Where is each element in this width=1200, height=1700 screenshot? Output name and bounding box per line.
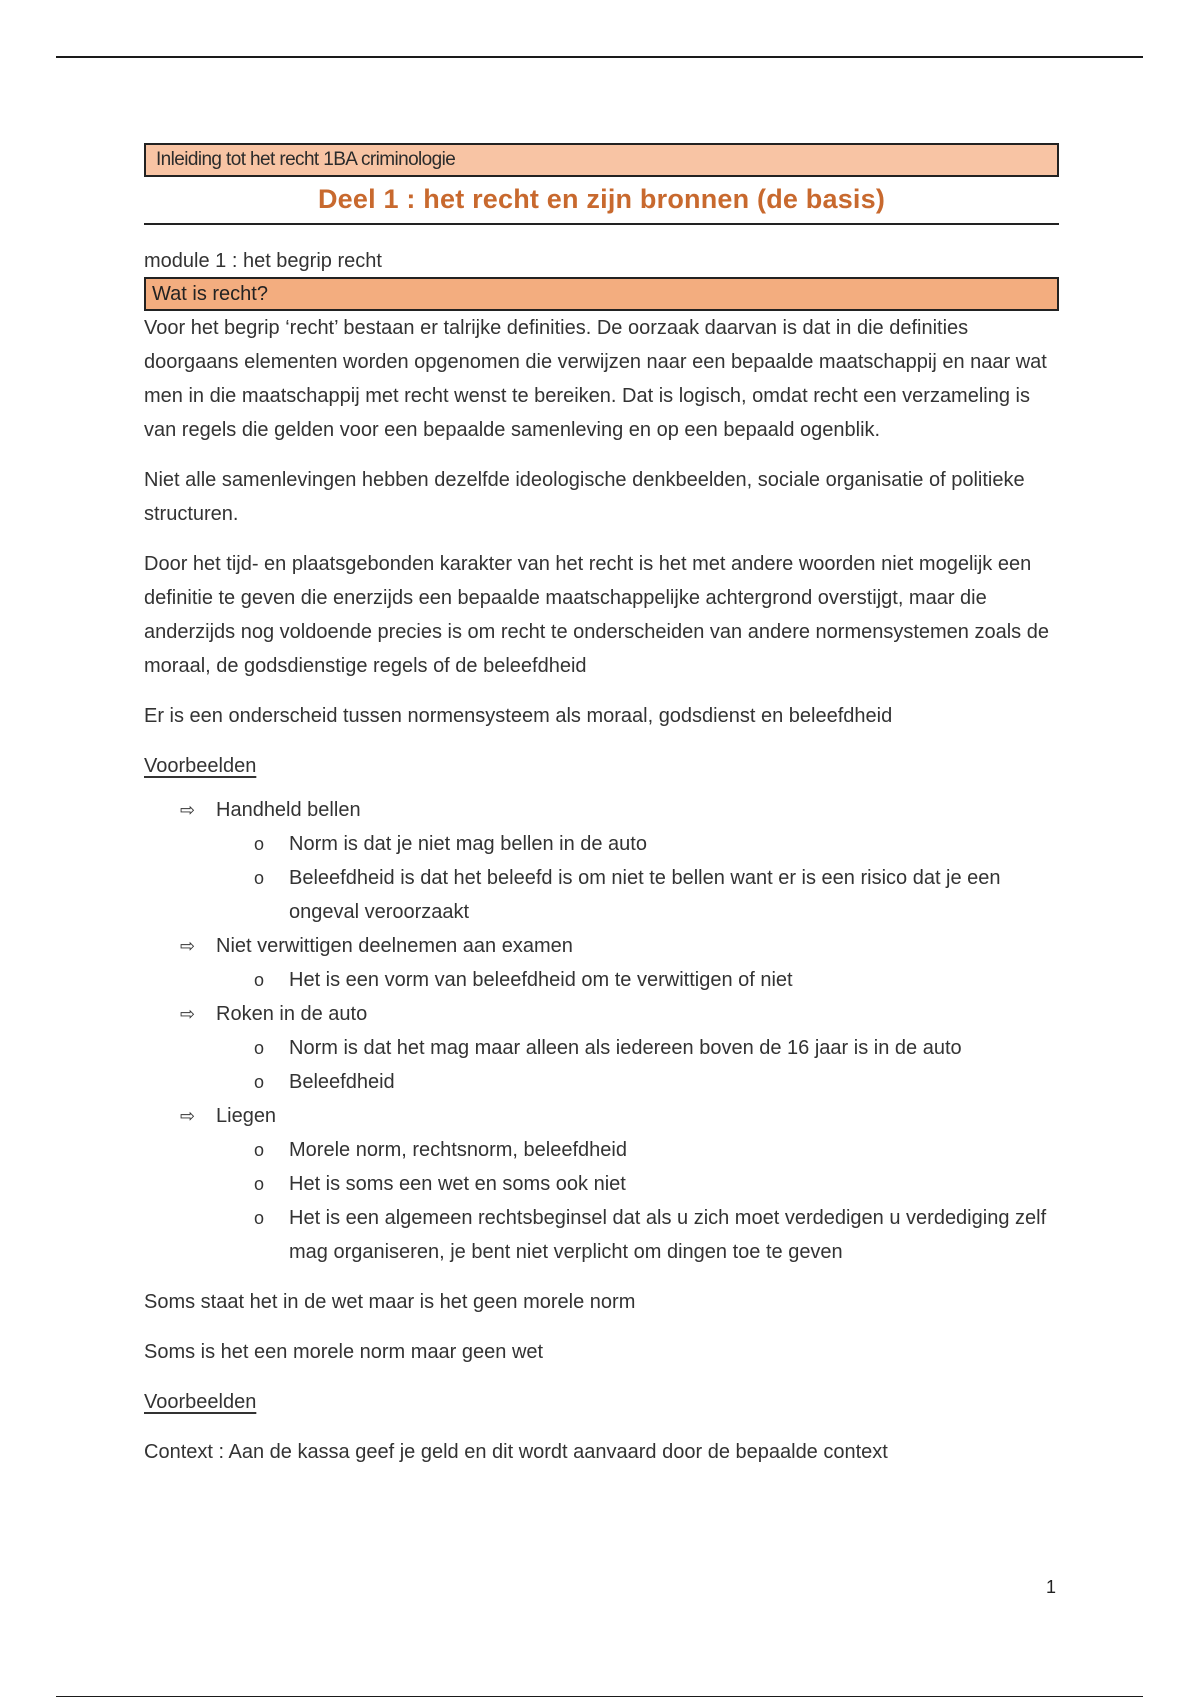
circle-bullet-icon: o <box>254 1208 265 1228</box>
circle-bullet-icon: o <box>254 1140 265 1160</box>
circle-bullet-icon: o <box>254 1072 265 1092</box>
list-item-label: Niet verwittigen deelnemen aan examen <box>216 935 573 957</box>
sub-list-item <box>144 1031 1059 1065</box>
bottom-page-rule <box>56 1696 1143 1697</box>
sub-list-item-text: Norm is dat je niet mag bellen in de auto <box>289 833 647 855</box>
list-item-label: Roken in de auto <box>216 1003 368 1025</box>
paragraph-law-not-moral: Soms staat het in de wet maar is het geen morele norm <box>144 1291 636 1313</box>
list-item-label: Liegen <box>216 1105 277 1127</box>
paragraph-definitions: Voor het begrip ‘recht’ bestaan er talrijke definities. De oorzaak daarvan is dat in die definities doorgaans elementen worden opgenomen die verwijzen naar een bepaalde maatschappij en naar wat men in die maatschappij met recht wenst te bereiken. Dat is logisch, omdat recht een verzameling is van regels die gelden voor een bepaalde samenleving en op een bepaald ogenblik. <box>144 317 1047 441</box>
section-heading: Wat is recht? <box>152 283 268 305</box>
document-title: Deel 1 : het recht en zijn bronnen (de basis) <box>144 179 1059 225</box>
circle-bullet-icon: o <box>254 1038 265 1058</box>
sub-list-item <box>144 827 1059 861</box>
examples-heading-2: Voorbeelden <box>144 1391 257 1413</box>
section-heading-box <box>144 277 1059 311</box>
sub-list-item <box>144 963 1059 997</box>
sub-list-item-text: Het is soms een wet en soms ook niet <box>289 1173 626 1195</box>
list-item <box>144 1099 1059 1133</box>
course-label: Inleiding tot het recht 1BA criminologie <box>156 149 456 170</box>
sub-list-item-text: Beleefdheid <box>289 1071 395 1093</box>
paragraph-moral-not-law: Soms is het een morele norm maar geen wet <box>144 1341 544 1363</box>
sub-list-item-text: Beleefdheid is dat het beleefd is om niet te bellen want er is een risico dat je een ongeval veroorzaakt <box>289 867 1001 923</box>
sub-list-item <box>144 861 1059 929</box>
examples-heading: Voorbeelden <box>144 755 257 777</box>
document-body <box>144 143 1059 1469</box>
circle-bullet-icon: o <box>254 1174 265 1194</box>
sub-list-item-text: Het is een algemeen rechtsbeginsel dat als u zich moet verdedigen u verdediging zelf mag organiseren, je bent niet verplicht om dingen toe te geven <box>289 1207 1047 1263</box>
sub-list-item-text: Norm is dat het mag maar alleen als iedereen boven de 16 jaar is in de auto <box>289 1037 962 1059</box>
sub-list-item-text: Morele norm, rechtsnorm, beleefdheid <box>289 1139 627 1161</box>
list-item-label: Handheld bellen <box>216 799 361 821</box>
arrow-icon: ⇨ <box>180 1004 196 1024</box>
sub-list-item <box>144 1065 1059 1099</box>
paragraph-context: Context : Aan de kassa geef je geld en dit wordt aanvaard door de bepaalde context <box>144 1441 888 1463</box>
examples-list <box>144 793 1059 1269</box>
list-item <box>144 929 1059 963</box>
arrow-icon: ⇨ <box>180 800 196 820</box>
list-item <box>144 793 1059 827</box>
module-label: module 1 : het begrip recht <box>144 250 382 272</box>
sub-list-item <box>144 1201 1059 1269</box>
top-page-rule <box>56 56 1143 58</box>
circle-bullet-icon: o <box>254 868 265 888</box>
arrow-icon: ⇨ <box>180 1106 196 1126</box>
list-item <box>144 997 1059 1031</box>
arrow-icon: ⇨ <box>180 936 196 956</box>
circle-bullet-icon: o <box>254 834 265 854</box>
circle-bullet-icon: o <box>254 970 265 990</box>
paragraph-distinction: Er is een onderscheid tussen normensysteem als moraal, godsdienst en beleefdheid <box>144 705 893 727</box>
sub-list-item <box>144 1133 1059 1167</box>
paragraph-time-place: Door het tijd- en plaatsgebonden karakter van het recht is het met andere woorden niet mogelijk een definitie te geven die enerzijds een bepaalde maatschappelijke achtergrond overstijgt, maar die anderzijds nog voldoende precies is om recht te onderscheiden van andere normensystemen zoals de moraal, de godsdienstige regels of de beleefdheid <box>144 553 1049 677</box>
paragraph-societies: Niet alle samenlevingen hebben dezelfde ideologische denkbeelden, sociale organisatie of politieke structuren. <box>144 469 1025 525</box>
sub-list-item <box>144 1167 1059 1201</box>
course-header-box <box>144 143 1059 177</box>
page-number: 1 <box>1046 1577 1057 1597</box>
sub-list-item-text: Het is een vorm van beleefdheid om te verwittigen of niet <box>289 969 793 991</box>
